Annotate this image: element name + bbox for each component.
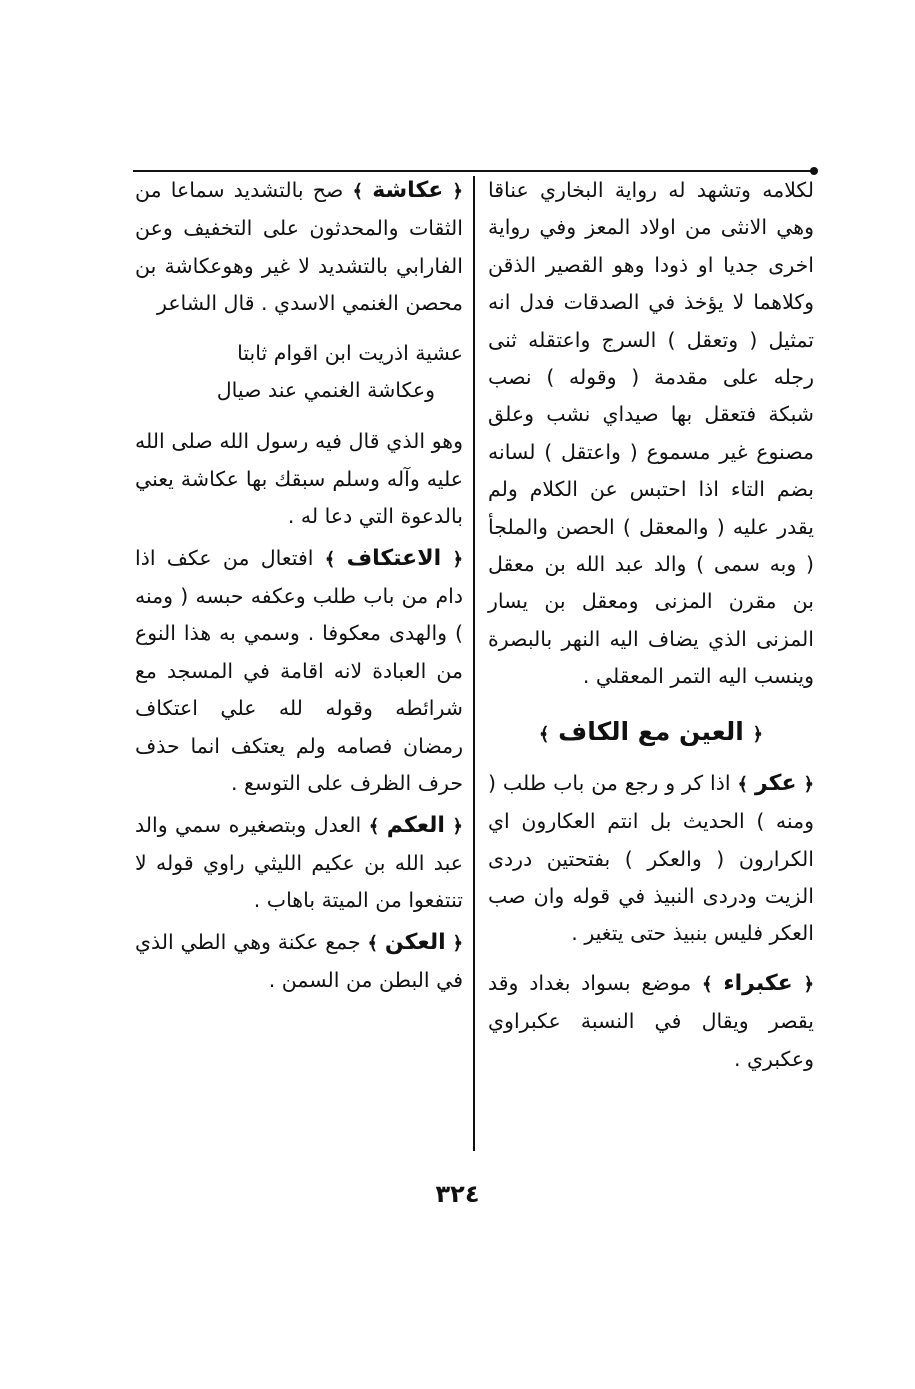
poem-verse [135, 335, 463, 410]
ornament-bracket-open: ﴿ [452, 815, 463, 837]
entry-text: صح بالتشديد سماعا من الثقات والمحدثون على التخفيف وعن الفارابي بالتشديد لا غير وهوعكاشة بن محصن الغنمي الاسدي . قال الشاعر [135, 178, 463, 316]
ornament-bracket-close: ﴾ [324, 548, 336, 570]
ornament-bracket-close: ﴾ [368, 815, 380, 837]
ornament-bracket-open: ﴿ [803, 973, 814, 995]
entry-headword: العكم [386, 812, 445, 838]
entry-text: جمع عكنة وهي الطي الذي في البطن من السمن . [135, 929, 463, 993]
poem-line-2: وعكاشة الغنمي عند صيال [216, 378, 435, 403]
poem-line-1: عشية اذريت ابن اقوام ثابتا [237, 340, 463, 365]
entry-headword: عكاشة [372, 178, 444, 203]
entry-headword: عكبراء [723, 970, 793, 996]
ornament-bracket-close: ﴾ [702, 973, 713, 995]
entry-text: افتعال من عكف اذا دام من باب طلب وعكفه حبسه ( ومنه ) والهدى معكوفا . وسمي به هذا النوع من العبادة لانه اقامة في المسجد مع شرائطه وقوله لله علي اعتكاف رمضان فصامه ولم يعتكف انما حذف حرف الظرف على التوسع . [135, 545, 463, 796]
ornament-bracket-close: ﴾ [538, 723, 550, 745]
entry-text: موضع بسواد بغداد وقد يقصر ويقال في النسبة عكبراوي وعكبري . [488, 970, 814, 1071]
section-title [488, 708, 814, 759]
ornament-bracket-close: ﴾ [367, 932, 379, 954]
entry-itikaf [135, 540, 463, 803]
entry-akam [135, 807, 463, 920]
section-title-text: العين مع الكاف [558, 716, 744, 746]
paragraph-maqil: لكلامه وتشهد له رواية البخاري عناقا وهي الانثى من اولاد المعز وفي رواية اخرى جديا او ذودا وهو القصير الذقن وكلاهما لا يؤخذ في الصدقات فدل انه تمثيل ( وتعقل ) السرج واعتقله ثنى رجله على مقدمة ( وقوله ) نصب شبكة فتعقل بها صيداي نشب وعلق مصنوع غير مسموع ( واعتقل ) لسانه بضم التاء اذا احتبس عن الكلام ولم يقدر عليه ( والمعقل ) الحصن والملجأ ( وبه سمى ) والد عبد الله بن معقل بن مقرن المزنى ومعقل بن يسار المزنى الذي يضاف اليه النهر بالبصرة وينسب اليه التمر المعقلي . [488, 178, 814, 689]
entry-ukkasha [135, 172, 463, 323]
entry-akan [135, 924, 463, 1000]
entry-text: اذا كر و رجع من باب طلب ( ومنه ) الحديث بل انتم العكارون اي الكرارون ( والعكر ) بفتحتين دردى الزيت ودردى النبيذ في قوله وان صب العكر فليس بنبيذ حتى يتغير . [488, 770, 814, 946]
ornament-bracket-open: ﴿ [752, 723, 764, 745]
entry-akr [488, 765, 814, 953]
entry-akbara [488, 965, 814, 1078]
ornament-bracket-open: ﴿ [452, 932, 463, 954]
entry-headword: العكن [384, 929, 446, 955]
ornament-bracket-close: ﴾ [352, 181, 364, 202]
ornament-bracket-open: ﴿ [452, 548, 463, 570]
paragraph-prophet: وهو الذي قال فيه رسول الله صلى الله عليه وآله وسلم سبقك بها عكاشة يعني بالدعوة التي دعا له . [135, 429, 463, 529]
entry-headword: الاعتكاف [346, 545, 442, 571]
entry-headword: عكر [754, 770, 797, 796]
page-number: ٣٢٤ [435, 1180, 480, 1208]
left-column [135, 172, 463, 1012]
entry-text: العدل وبتصغيره سمي والد عبد الله بن عكيم الليثي راوي قوله لا تنتفعوا من الميتة باهاب . [135, 812, 463, 913]
column-divider [473, 176, 475, 1151]
ornament-bracket-open: ﴿ [452, 181, 463, 202]
right-column [488, 172, 814, 1090]
ornament-bracket-close: ﴾ [737, 773, 749, 795]
ornament-bracket-open: ﴿ [803, 773, 814, 795]
